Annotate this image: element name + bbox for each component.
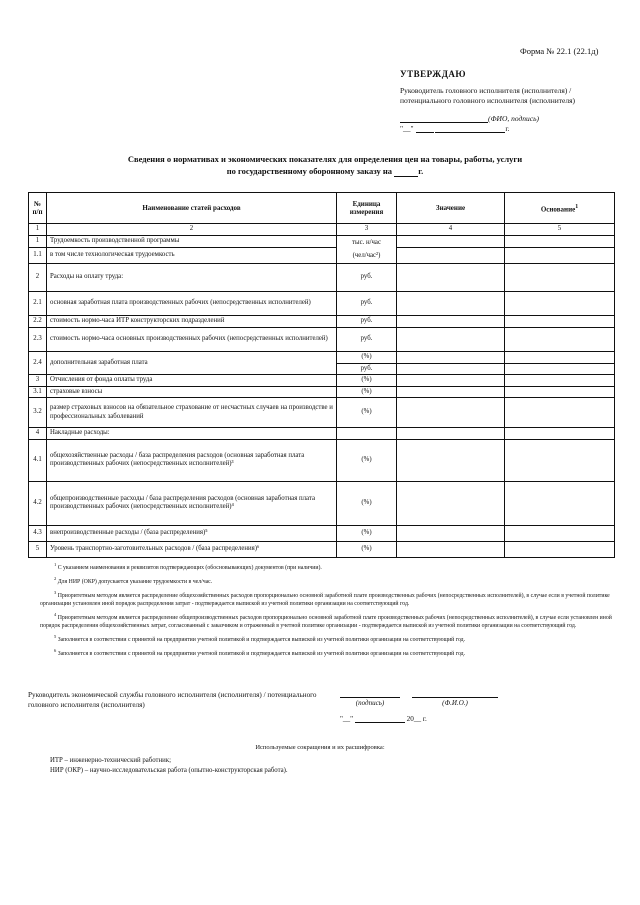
basis-cell[interactable] bbox=[505, 248, 615, 264]
footnote bbox=[40, 589, 615, 608]
row-unit: руб. bbox=[337, 316, 397, 328]
row-unit: руб. bbox=[337, 264, 397, 292]
header-basis-sup: 1 bbox=[575, 203, 579, 210]
basis-cell[interactable] bbox=[505, 398, 615, 428]
year-underline bbox=[394, 168, 418, 177]
table-row bbox=[29, 439, 615, 481]
footnote bbox=[40, 611, 615, 630]
sign-date-month-underline bbox=[355, 714, 405, 723]
row-num: 4.3 bbox=[29, 525, 47, 541]
row-num: 2.3 bbox=[29, 328, 47, 352]
row-unit-text: (чел/час²) bbox=[352, 251, 381, 259]
date-day: "__" bbox=[400, 124, 414, 133]
row-name: стоимость нормо-часа ИТР конструкторских подразделений bbox=[47, 316, 337, 328]
row-name: Отчисления от фонда оплаты труда bbox=[47, 375, 337, 387]
header-name: Наименование статей расходов bbox=[47, 193, 337, 224]
table-row bbox=[29, 386, 615, 398]
footnote-number: 6 bbox=[54, 647, 57, 653]
table-row bbox=[29, 428, 615, 440]
row-name: общехозяйственные расходы / база распределения расходов (основная заработная плата производственных рабочих (непосредственных исполнителей)³ bbox=[47, 439, 337, 481]
index-cell: 3 bbox=[337, 224, 397, 236]
table-row bbox=[29, 328, 615, 352]
footnote-number: 3 bbox=[54, 589, 57, 595]
table-row bbox=[29, 292, 615, 316]
basis-cell[interactable] bbox=[505, 363, 615, 375]
date-year-underline bbox=[435, 124, 505, 133]
basis-cell[interactable] bbox=[505, 264, 615, 292]
footnote-number: 4 bbox=[54, 611, 57, 617]
header-num: № п/п bbox=[29, 193, 47, 224]
title-line-2-suffix: г. bbox=[418, 166, 424, 176]
footnote bbox=[40, 575, 615, 586]
value-cell[interactable] bbox=[397, 541, 505, 557]
row-num: 5 bbox=[29, 541, 47, 557]
table-row bbox=[29, 375, 615, 387]
value-cell[interactable] bbox=[397, 525, 505, 541]
footnote-number: 1 bbox=[54, 562, 57, 567]
basis-cell[interactable] bbox=[505, 352, 615, 364]
row-num: 2.1 bbox=[29, 292, 47, 316]
row-unit: (%) bbox=[337, 352, 397, 364]
header-basis-text: Основание bbox=[540, 204, 576, 213]
basis-cell[interactable] bbox=[505, 236, 615, 248]
cost-table bbox=[28, 192, 615, 558]
fio-underline bbox=[400, 114, 488, 123]
basis-cell[interactable] bbox=[505, 481, 615, 525]
basis-cell[interactable] bbox=[505, 316, 615, 328]
basis-cell[interactable] bbox=[505, 292, 615, 316]
footnote bbox=[40, 633, 615, 644]
row-num: 4.1 bbox=[29, 439, 47, 481]
footnote-text: Для НИР (ОКР) допускается указание трудоемкости в чел/час. bbox=[57, 578, 213, 585]
approve-heading: УТВЕРЖДАЮ bbox=[400, 69, 467, 79]
value-cell[interactable] bbox=[397, 386, 505, 398]
basis-cell[interactable] bbox=[505, 375, 615, 387]
header-value: Значение bbox=[397, 193, 505, 224]
abbreviation-item: НИР (ОКР) – научно-исследовательская работа (опытно-конструкторская работа). bbox=[50, 767, 288, 774]
value-cell[interactable] bbox=[397, 428, 505, 440]
footnote bbox=[40, 561, 615, 572]
table-header-row bbox=[29, 193, 615, 224]
row-name: в том числе технологическая трудоемкость bbox=[47, 248, 337, 264]
row-name: Расходы на оплату труда: bbox=[47, 264, 337, 292]
abbreviations-title: Используемые сокращения и их расшифровка: bbox=[255, 744, 385, 751]
row-unit: (%) bbox=[337, 398, 397, 428]
footnotes bbox=[40, 561, 615, 661]
index-cell: 5 bbox=[505, 224, 615, 236]
row-name: основная заработная плата производственных рабочих (непосредственных исполнителей) bbox=[47, 292, 337, 316]
table-row bbox=[29, 264, 615, 292]
footnote-text: Приоритетным методом является распределение общехозяйственных расходов пропорционально основной заработной плате производственных рабочих (непосредственных исполнителей), в случае если в учетной политике организации установлен иной порядок распределения затрат - подтверждается выпиской из учетной политики организации на соответствующий год. bbox=[40, 592, 610, 607]
value-cell[interactable] bbox=[397, 264, 505, 292]
table-row bbox=[29, 525, 615, 541]
header-basis bbox=[505, 193, 615, 224]
value-cell[interactable] bbox=[397, 481, 505, 525]
form-number: Форма № 22.1 (22.1д) bbox=[520, 46, 599, 56]
footnote bbox=[40, 647, 615, 658]
index-cell: 2 bbox=[47, 224, 337, 236]
value-cell[interactable] bbox=[397, 439, 505, 481]
index-row bbox=[29, 224, 615, 236]
row-name: стоимость нормо-часа основных производственных рабочих (непосредственных исполнителей) bbox=[47, 328, 337, 352]
basis-cell[interactable] bbox=[505, 428, 615, 440]
basis-cell[interactable] bbox=[505, 386, 615, 398]
table-row bbox=[29, 398, 615, 428]
row-name: дополнительная заработная плата bbox=[47, 352, 337, 375]
signature-field[interactable]: (подпись) bbox=[340, 697, 400, 707]
basis-cell[interactable] bbox=[505, 328, 615, 352]
value-cell[interactable] bbox=[397, 316, 505, 328]
table-row bbox=[29, 352, 615, 364]
fio-field[interactable]: (Ф.И.О.) bbox=[412, 697, 498, 707]
approve-date-line[interactable] bbox=[400, 124, 509, 133]
row-name: внепроизводственные расходы / (база распределения)⁵ bbox=[47, 525, 337, 541]
date-suffix: г. bbox=[505, 124, 510, 133]
value-cell[interactable] bbox=[397, 328, 505, 352]
row-num: 4.2 bbox=[29, 481, 47, 525]
row-unit: (%) bbox=[337, 375, 397, 387]
index-cell: 1 bbox=[29, 224, 47, 236]
basis-cell[interactable] bbox=[505, 439, 615, 481]
row-unit: (%) bbox=[337, 541, 397, 557]
row-num: 1.1 bbox=[29, 248, 47, 264]
head-executor-label: Руководитель головного исполнителя (исполнителя) / потенциального головного исполнителя (исполнителя) bbox=[400, 86, 576, 105]
row-unit-text: тыс. н/час bbox=[352, 239, 381, 246]
table-row bbox=[29, 316, 615, 328]
signature-date-line[interactable] bbox=[340, 714, 427, 723]
row-name: Накладные расходы: bbox=[47, 428, 337, 440]
footnote-text: Заполняется в соответствии с принятой на предприятии учетной политикой и подтверждается выпиской из учетной политики организации на соответствующий год. bbox=[57, 636, 466, 643]
row-unit: руб. bbox=[337, 328, 397, 352]
value-cell[interactable] bbox=[397, 375, 505, 387]
row-name: размер страховых взносов на обязательное страхование от несчастных случаев на производстве и профессиональных заболеваний bbox=[47, 398, 337, 428]
basis-cell[interactable] bbox=[505, 525, 615, 541]
fio-signature-line[interactable] bbox=[400, 114, 560, 123]
footnote-number: 2 bbox=[54, 575, 57, 581]
row-name: страховые взносы bbox=[47, 386, 337, 398]
title-line-2 bbox=[90, 165, 560, 177]
basis-cell[interactable] bbox=[505, 541, 615, 557]
footnote-text: Приоритетным методом является распределение общепроизводственных расходов пропорционально основной заработной плате производственных рабочих (непосредственных исполнителей), в случае если установлен иной порядок распределения общехозяйственных затрат, согласованный с заказчиком и отраженный в учетной политике организации - подтверждается выпиской из учетной политики организации на соответствующий год. bbox=[40, 614, 612, 629]
row-num: 2.2 bbox=[29, 316, 47, 328]
row-num: 1 bbox=[29, 236, 47, 248]
value-cell[interactable] bbox=[397, 352, 505, 364]
table-row bbox=[29, 248, 615, 264]
table-row bbox=[29, 236, 615, 248]
row-unit: руб. bbox=[337, 363, 397, 375]
abbreviation-item: ИТР – инженерно-технический работник; bbox=[50, 757, 171, 764]
value-cell[interactable] bbox=[397, 398, 505, 428]
table-row bbox=[29, 541, 615, 557]
footnote-number: 5 bbox=[54, 633, 57, 639]
title-line-2-text: по государственному оборонному заказу на bbox=[226, 166, 393, 176]
document-title bbox=[90, 153, 560, 177]
row-unit: руб. bbox=[337, 292, 397, 316]
value-cell[interactable] bbox=[397, 236, 505, 248]
econ-head-role: Руководитель экономической службы головного исполнителя (исполнителя) / потенциального головного исполнителя (исполнителя) bbox=[28, 691, 317, 709]
value-cell[interactable] bbox=[397, 292, 505, 316]
table-row bbox=[29, 481, 615, 525]
row-num: 3.2 bbox=[29, 398, 47, 428]
row-num: 4 bbox=[29, 428, 47, 440]
index-cell: 4 bbox=[397, 224, 505, 236]
sign-date-day: "__" bbox=[340, 715, 354, 723]
value-cell[interactable] bbox=[397, 248, 505, 264]
row-unit: (%) bbox=[337, 439, 397, 481]
row-num: 2.4 bbox=[29, 352, 47, 375]
header-unit: Единица измерения bbox=[337, 193, 397, 224]
row-unit bbox=[337, 428, 397, 440]
row-num: 3 bbox=[29, 375, 47, 387]
row-unit: (%) bbox=[337, 525, 397, 541]
row-name: Уровень транспортно-заготовительных расходов / (база распределения)⁶ bbox=[47, 541, 337, 557]
row-num: 3.1 bbox=[29, 386, 47, 398]
row-num: 2 bbox=[29, 264, 47, 292]
row-unit: (%) bbox=[337, 481, 397, 525]
footnote-text: Заполняется в соответствии с принятой на предприятии учетной политикой и подтверждается выпиской из учетной политики организации на соответствующий год. bbox=[57, 650, 466, 657]
date-month-underline bbox=[416, 124, 434, 133]
title-line-1: Сведения о нормативах и экономических показателях для определения цен на товары, работы, услуги bbox=[127, 154, 523, 164]
footnote-text: С указанием наименования и реквизитов подтверждающих (обосновывающих) документов (при наличии). bbox=[57, 564, 322, 571]
value-cell[interactable] bbox=[397, 363, 505, 375]
row-name: общепроизводственные расходы / база распределения расходов (основная заработная плата производственных рабочих (непосредственных исполнителей)⁴ bbox=[47, 481, 337, 525]
row-unit bbox=[337, 236, 397, 264]
row-name: Трудоемкость производственной программы bbox=[47, 236, 337, 248]
fio-sign-label: (ФИО, подпись) bbox=[488, 114, 540, 123]
sign-date-year: 20__ г. bbox=[406, 715, 427, 723]
row-unit: (%) bbox=[337, 386, 397, 398]
